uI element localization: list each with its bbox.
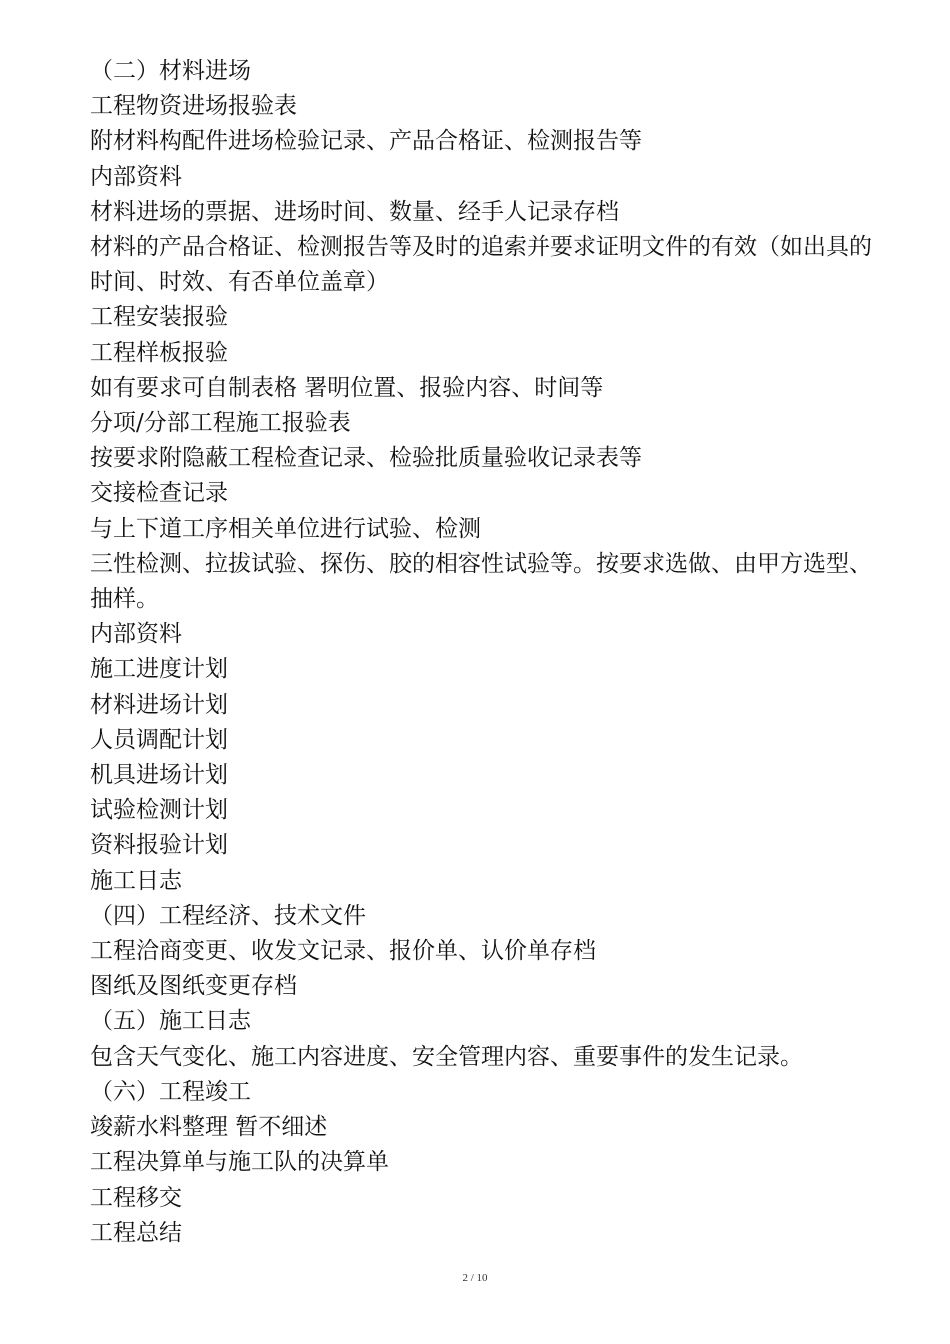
text-line: 分项/分部工程施工报验表: [90, 410, 351, 437]
text-line: 竣薪水料整理 暂不细述: [90, 1114, 328, 1141]
section-heading: （五）施工日志: [90, 1008, 251, 1035]
text-line: 如有要求可自制表格 署明位置、报验内容、时间等: [90, 374, 604, 401]
document-body: [90, 54, 890, 1251]
text-line: 资料报验计划: [90, 832, 228, 859]
text-line: 工程总结: [90, 1219, 182, 1246]
text-line: 内部资料: [90, 163, 182, 190]
text-line: 内部资料: [90, 621, 182, 648]
text-line: 工程样板报验: [90, 339, 228, 366]
text-line: 施工日志: [90, 867, 182, 894]
text-line: 施工进度计划: [90, 656, 228, 683]
text-line: 材料进场计划: [90, 691, 228, 718]
section-heading: （六）工程竣工: [90, 1078, 251, 1105]
text-paragraph: 三性检测、拉拔试验、探伤、胶的相容性试验等。按要求选做、由甲方选型、抽样。: [90, 550, 872, 613]
text-line: 机具进场计划: [90, 762, 228, 789]
text-line: 与上下道工序相关单位进行试验、检测: [90, 515, 481, 542]
section-heading: （四）工程经济、技术文件: [90, 902, 366, 929]
section-heading: （二）材料进场: [90, 58, 251, 84]
text-line: 人员调配计划: [90, 726, 228, 753]
text-line: 试验检测计划: [90, 797, 228, 824]
text-line: 包含天气变化、施工内容进度、安全管理内容、重要事件的发生记录。: [90, 1043, 803, 1070]
text-paragraph: 材料的产品合格证、检测报告等及时的追索并要求证明文件的有效（如出具的时间、时效、有否单位盖章）: [90, 234, 872, 296]
text-line: 按要求附隐蔽工程检查记录、检验批质量验收记录表等: [90, 445, 642, 472]
text-line: 工程物资进场报验表: [90, 93, 297, 120]
text-line: 工程移交: [90, 1184, 182, 1211]
text-line: 工程决算单与施工队的决算单: [90, 1149, 389, 1176]
text-line: 材料进场的票据、进场时间、数量、经手人记录存档: [90, 198, 619, 225]
page-number: 2 / 10: [462, 1272, 488, 1284]
text-line: 工程洽商变更、收发文记录、报价单、认价单存档: [90, 938, 596, 965]
text-line: 工程安装报验: [90, 304, 228, 331]
text-line: 附材料构配件进场检验记录、产品合格证、检测报告等: [90, 128, 642, 155]
text-line: 图纸及图纸变更存档: [90, 973, 297, 1000]
text-line: 交接检查记录: [90, 480, 228, 507]
